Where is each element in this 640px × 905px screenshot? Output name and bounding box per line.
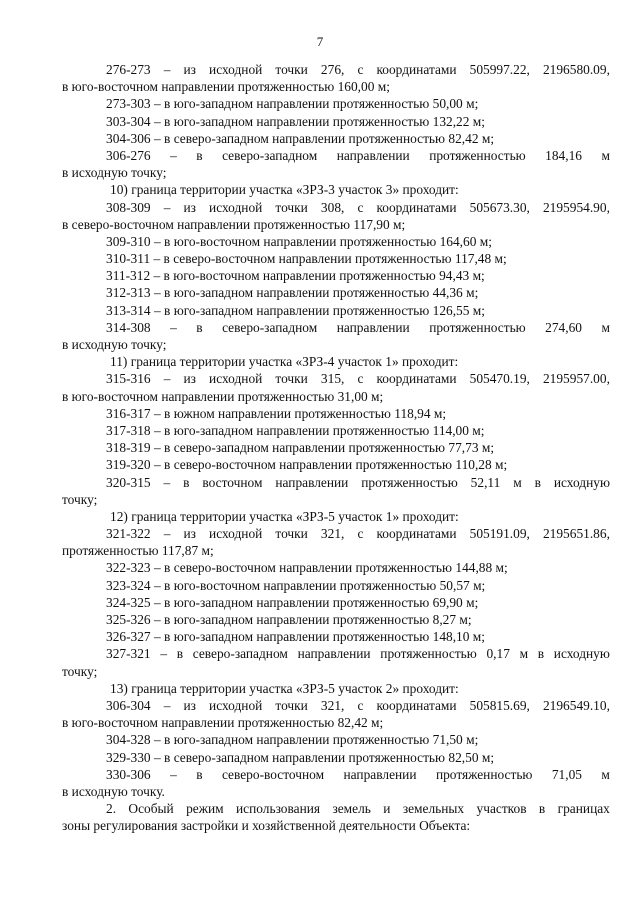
word: координатами bbox=[376, 62, 457, 77]
word: м bbox=[601, 319, 610, 335]
word: исходной bbox=[209, 62, 263, 77]
text-line: 303-304 – в юго-западном направлении протяженностью 132,22 м; bbox=[106, 113, 485, 129]
word: – bbox=[163, 371, 171, 387]
text-line: 273-303 – в юго-западном направлении протяженностью 50,00 м; bbox=[106, 96, 479, 112]
word: протяженностью bbox=[435, 766, 533, 782]
text-line: протяженностью 117,87 м; bbox=[62, 543, 214, 559]
word: 2. bbox=[106, 801, 117, 817]
word: северо-западном bbox=[222, 147, 318, 163]
word: исходной bbox=[209, 526, 263, 542]
word: м bbox=[601, 147, 610, 163]
text-line: в юго-восточном направлении протяженностью 82,42 м; bbox=[62, 715, 384, 731]
text-line: 317-318 – в юго-западном направлении протяженностью 114,00 м; bbox=[106, 422, 485, 438]
text-line: в юго-восточном направлении протяженностью 160,00 м; bbox=[62, 79, 390, 95]
text-line: в юго-восточном направлении протяженностью 31,00 м; bbox=[62, 388, 384, 404]
word: 2195954.90, bbox=[542, 199, 610, 215]
word: 315-316 bbox=[106, 371, 151, 387]
word: 2195957.00, bbox=[542, 371, 610, 387]
text-line: 322-323 – в северо-восточном направлении протяженностью 144,88 м; bbox=[106, 560, 508, 576]
word: исходную bbox=[553, 474, 610, 490]
text-line: в северо-восточном направлении протяженностью 117,90 м; bbox=[62, 216, 406, 232]
word: – bbox=[163, 526, 171, 542]
word: из bbox=[183, 697, 196, 713]
text-line: 304-328 – в юго-западном направлении протяженностью 71,50 м; bbox=[106, 732, 479, 748]
word: протяженностью bbox=[429, 319, 526, 335]
word: направлении bbox=[336, 147, 410, 163]
word: – bbox=[163, 62, 171, 77]
text-line bbox=[62, 147, 610, 164]
text-line bbox=[62, 370, 610, 387]
word: м bbox=[601, 766, 610, 782]
text-line: 304-306 – в северо-западном направлении протяженностью 82,42 м; bbox=[106, 130, 495, 146]
text-line bbox=[62, 525, 610, 542]
word: 308-309 bbox=[106, 199, 151, 215]
word: и bbox=[383, 801, 391, 817]
word: точки bbox=[275, 199, 308, 215]
text-line bbox=[62, 199, 610, 216]
word: в bbox=[196, 147, 203, 163]
word: протяженностью bbox=[380, 646, 477, 662]
word: с bbox=[357, 62, 364, 77]
word: координатами bbox=[376, 526, 457, 542]
text-line: 325-326 – в юго-западном направлении протяженностью 8,27 м; bbox=[106, 612, 472, 627]
word: режим bbox=[186, 801, 224, 817]
word: 505673.30, bbox=[469, 199, 530, 215]
word: 320-315 bbox=[106, 474, 151, 490]
word: в bbox=[196, 766, 203, 782]
word: 71,05 bbox=[551, 766, 582, 782]
text-line: 311-312 – в юго-восточном направлении протяженностью 94,43 м; bbox=[106, 268, 485, 284]
word: 330-306 bbox=[106, 766, 151, 782]
word: 0,17 bbox=[486, 646, 510, 662]
text-line: 310-311 – в северо-восточном направлении протяженностью 117,48 м; bbox=[106, 251, 507, 267]
word: границах bbox=[557, 801, 610, 817]
text-line: 12) граница территории участка «ЗРЗ-5 участок 1» проходит: bbox=[110, 508, 459, 524]
word: восточном bbox=[202, 474, 263, 490]
text-line: 11) граница территории участка «ЗРЗ-4 участок 1» проходит: bbox=[110, 354, 459, 370]
text-line: 319-320 – в северо-восточном направлении протяженностью 110,28 м; bbox=[106, 457, 508, 473]
word: м bbox=[513, 474, 522, 490]
text-line bbox=[62, 766, 610, 783]
word: 505191.09, bbox=[469, 526, 530, 542]
word: 321, bbox=[320, 697, 345, 713]
word: исходной bbox=[209, 371, 263, 387]
word: северо-западном bbox=[192, 646, 288, 662]
word: – bbox=[170, 147, 177, 163]
word: 314-308 bbox=[106, 319, 151, 335]
word: 308, bbox=[320, 199, 345, 215]
text-line: зоны регулирования застройки и хозяйственной деятельности Объекта: bbox=[62, 818, 471, 834]
word: точки bbox=[275, 371, 308, 387]
text-line: точку; bbox=[62, 663, 98, 679]
text-line: 324-325 – в юго-западном направлении протяженностью 69,90 м; bbox=[106, 594, 479, 610]
text-line bbox=[62, 645, 610, 662]
word: – bbox=[163, 697, 171, 713]
word: направлении bbox=[343, 766, 417, 782]
word: 315, bbox=[320, 371, 345, 387]
word: 2195651.86, bbox=[542, 526, 610, 542]
word: из bbox=[183, 526, 196, 542]
word: из bbox=[183, 62, 196, 77]
word: из bbox=[183, 371, 196, 387]
word: в bbox=[176, 646, 184, 662]
word: исходную bbox=[553, 646, 610, 662]
word: – bbox=[163, 199, 171, 215]
word: направлении bbox=[275, 474, 349, 490]
word: направлении bbox=[297, 646, 371, 662]
word: с bbox=[357, 526, 364, 542]
word: Особый bbox=[128, 801, 174, 817]
text-line: 329-330 – в северо-западном направлении протяженностью 82,50 м; bbox=[106, 749, 495, 765]
word: 184,16 bbox=[545, 147, 582, 163]
word: точки bbox=[275, 526, 308, 542]
text-line: в исходную точку. bbox=[62, 783, 165, 799]
word: 274,60 bbox=[545, 319, 582, 335]
word: 276, bbox=[320, 62, 345, 77]
word: – bbox=[170, 319, 177, 335]
word: 276-273 bbox=[106, 62, 151, 77]
page-number: 7 bbox=[316, 34, 324, 49]
word: использования bbox=[236, 801, 321, 817]
word: в bbox=[196, 319, 203, 335]
word: – bbox=[170, 766, 177, 782]
text-line: 13) граница территории участка «ЗРЗ-5 участок 2» проходит: bbox=[110, 680, 459, 696]
word: из bbox=[183, 199, 196, 215]
text-line: 318-319 – в северо-западном направлении протяженностью 77,73 м; bbox=[106, 440, 495, 456]
word: с bbox=[357, 199, 364, 215]
text-line: 313-314 – в юго-западном направлении протяженностью 126,55 м; bbox=[106, 302, 485, 318]
word: в bbox=[538, 801, 546, 817]
document-body bbox=[62, 61, 610, 834]
word: координатами bbox=[376, 371, 457, 387]
word: точки bbox=[275, 62, 308, 77]
word: – bbox=[160, 646, 168, 662]
word: 306-276 bbox=[106, 147, 151, 163]
text-line: 323-324 – в юго-восточном направлении протяженностью 50,57 м; bbox=[106, 577, 486, 593]
text-line: 326-327 – в юго-западном направлении протяженностью 148,10 м; bbox=[106, 629, 485, 645]
word: протяженностью bbox=[429, 147, 526, 163]
word: координатами bbox=[376, 199, 457, 215]
text-line bbox=[62, 474, 610, 491]
word: точки bbox=[275, 697, 308, 713]
text-line: 312-313 – в юго-западном направлении протяженностью 44,36 м; bbox=[106, 285, 479, 301]
word: м bbox=[519, 646, 529, 662]
word: 321, bbox=[320, 526, 345, 542]
text-line: точку; bbox=[62, 491, 98, 507]
word: северо-западном bbox=[222, 319, 318, 335]
word: – bbox=[163, 474, 171, 490]
word: 306-304 bbox=[106, 697, 151, 713]
word: 327-321 bbox=[106, 646, 151, 662]
word: участков bbox=[476, 801, 527, 817]
word: земель bbox=[332, 801, 371, 817]
word: с bbox=[357, 371, 364, 387]
word: 505470.19, bbox=[469, 371, 530, 387]
word: исходной bbox=[209, 697, 263, 713]
text-line: в исходную точку; bbox=[62, 337, 167, 352]
text-line bbox=[62, 697, 610, 714]
text-line bbox=[62, 319, 610, 336]
word: в bbox=[534, 474, 541, 490]
text-line: 316-317 – в южном направлении протяженностью 118,94 м; bbox=[106, 405, 447, 421]
text-line: в исходную точку; bbox=[62, 165, 167, 181]
word: 505997.22, bbox=[469, 62, 530, 77]
word: координатами bbox=[376, 697, 457, 713]
word: 2196580.09, bbox=[542, 62, 610, 77]
text-line bbox=[62, 61, 610, 78]
word: в bbox=[183, 474, 190, 490]
word: протяженностью bbox=[361, 474, 458, 490]
text-line: 10) граница территории участка «ЗРЗ-3 участок 3» проходит: bbox=[110, 182, 459, 198]
word: 321-322 bbox=[106, 526, 151, 542]
text-line: 309-310 – в юго-восточном направлении протяженностью 164,60 м; bbox=[106, 233, 492, 249]
text-line bbox=[62, 800, 610, 817]
word: исходной bbox=[209, 199, 263, 215]
word: 2196549.10, bbox=[542, 697, 610, 713]
word: земельных bbox=[402, 801, 465, 817]
word: 52,11 bbox=[470, 474, 501, 490]
word: направлении bbox=[336, 319, 410, 335]
word: 505815.69, bbox=[469, 697, 530, 713]
word: с bbox=[357, 697, 364, 713]
word: северо-восточном bbox=[221, 766, 325, 782]
word: в bbox=[537, 646, 545, 662]
